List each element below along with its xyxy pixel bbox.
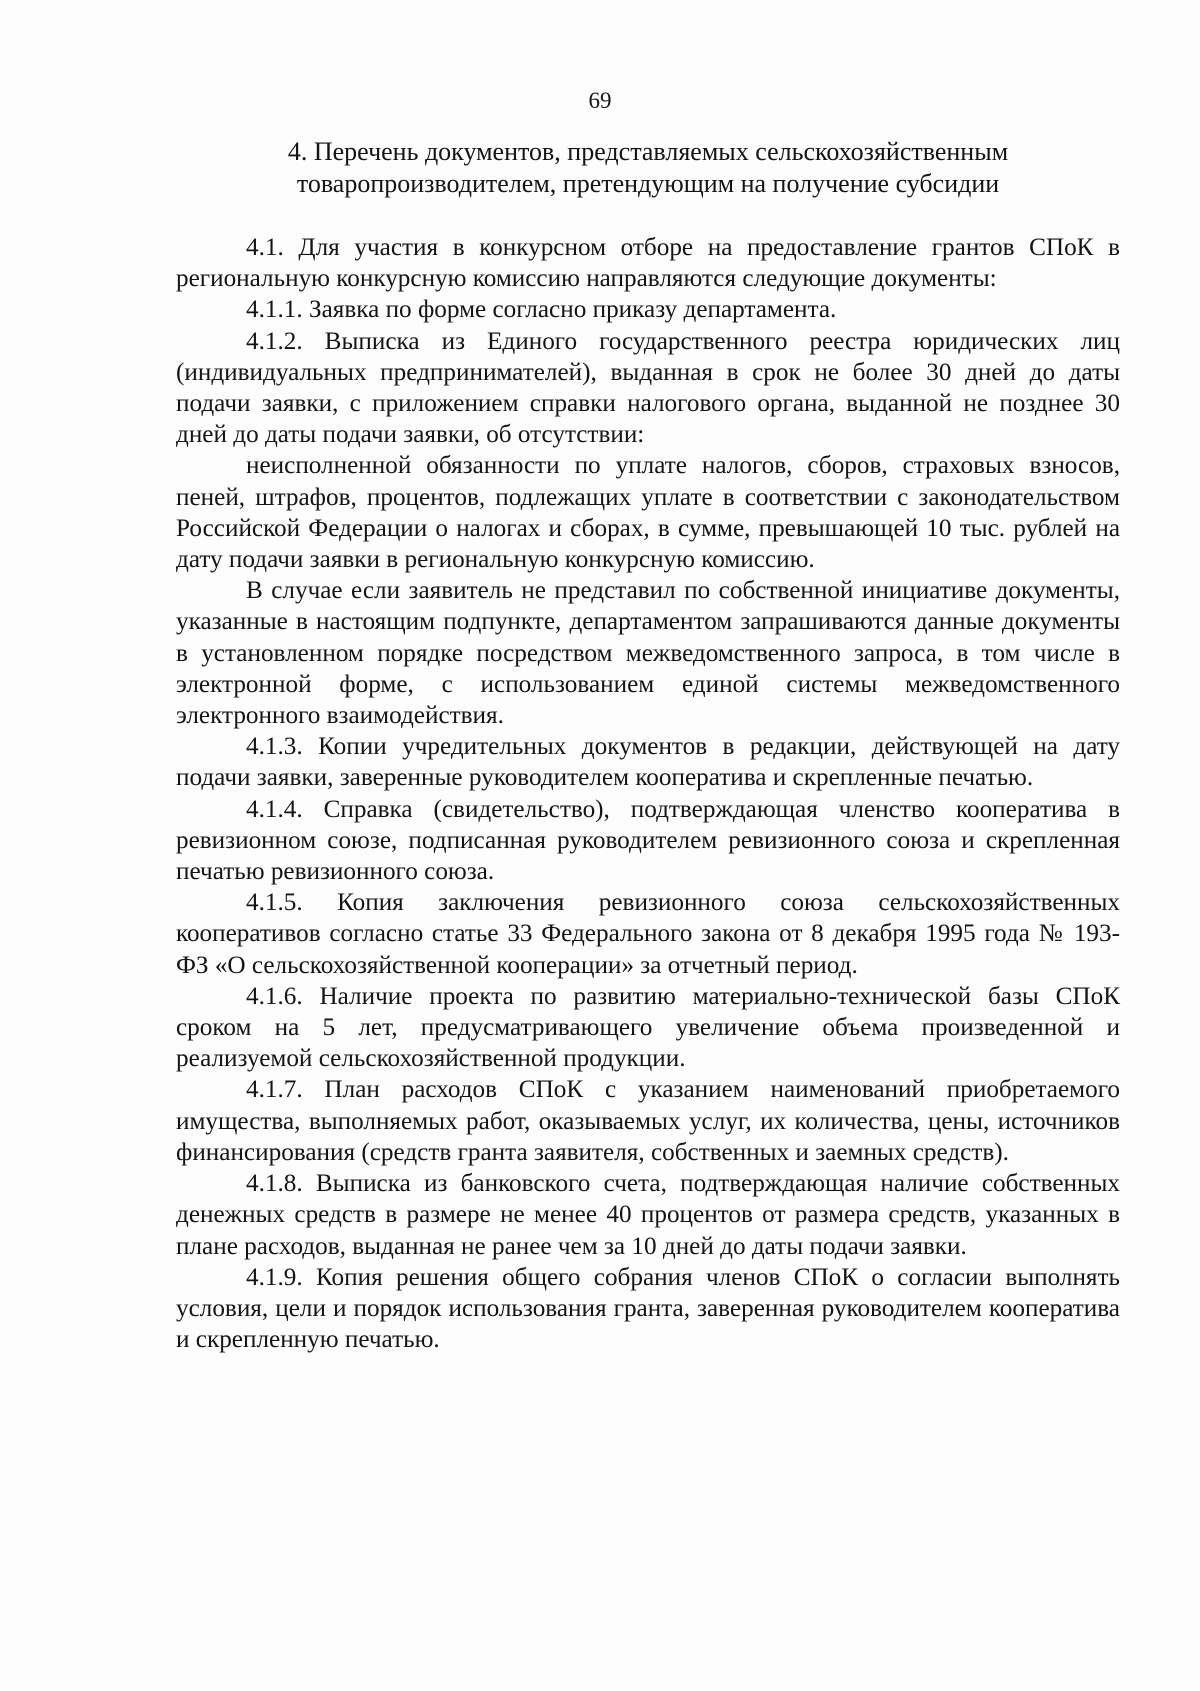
paragraph-4-1-6: 4.1.6. Наличие проекта по развитию материально-технической базы СПоК сроком на 5 лет, предусматривающего увеличение объема произведенной и реализуемой сельскохозяйственной продукции. xyxy=(176,982,1120,1073)
section-title-line-2: товаропроизводителем, претендующим на получение субсидии xyxy=(296,169,1000,198)
paragraph-4-1-4: 4.1.4. Справка (свидетельство), подтверждающая членство кооператива в ревизионном союзе, подписанная руководителем ревизионного союза и скрепленная печатью ревизионного союза. xyxy=(176,795,1120,886)
paragraph-4-1-5: 4.1.5. Копия заключения ревизионного союза сельскохозяйственных кооперативов согласно статье 33 Федерального закона от 8 декабря 1995 года № 193-ФЗ «О сельскохозяйственной кооперации» за отчетный период. xyxy=(176,889,1120,979)
paragraph-4-1: 4.1. Для участия в конкурсном отборе на предоставление грантов СПоК в региональную конкурсную комиссию направляются следующие документы: xyxy=(176,234,1120,293)
paragraph-4-1-7: 4.1.7. План расходов СПоК с указанием наименований приобретаемого имущества, выполняемых работ, оказываемых услуг, их количества, цены, источников финансирования (средств гранта заявителя, собственных и заемных средств). xyxy=(176,1076,1120,1166)
paragraph-4-1-1: 4.1.1. Заявка по форме согласно приказу департамента. xyxy=(246,296,837,324)
section-title-line-1: 4. Перечень документов, представляемых сельскохозяйственным xyxy=(287,137,1009,166)
paragraph-4-1-8: 4.1.8. Выписка из банковского счета, подтверждающая наличие собственных денежных средств в размере не менее 40 процентов от размера средств, указанных в плане расходов, выданная не ранее чем за 10 дней до даты подачи заявки. xyxy=(176,1170,1120,1260)
paragraph-4-1-2-request: В случае если заявитель не представил по собственной инициативе документы, указанные в настоящим подпункте, департаментом запрашиваются данные документы в установленном порядке посредством межведомственного запроса, в том числе в электронной форме, с использованием единой системы межведомственного электронного взаимодействия. xyxy=(176,577,1120,730)
paragraph-4-1-2: 4.1.2. Выписка из Единого государственного реестра юридических лиц (индивидуальных предпринимателей), выданная в срок не более 30 дней до даты подачи заявки, с приложением справки налогового органа, выданной не позднее 30 дней до даты подачи заявки, об отсутствии: xyxy=(176,327,1120,449)
paragraph-4-1-9: 4.1.9. Копия решения общего собрания членов СПоК о согласии выполнять условия, цели и порядок использования гранта, заверенная руководителем кооператива и скрепленную печатью. xyxy=(176,1263,1120,1354)
document-body xyxy=(176,232,1120,1355)
section-title xyxy=(180,136,1116,200)
paragraph-4-1-2-debt: неисполненной обязанности по уплате налогов, сборов, страховых взносов, пеней, штрафов, процентов, подлежащих уплате в соответствии с законодательством Российской Федерации о налогах и сборах, в сумме, превышающей 10 тыс. рублей на дату подачи заявки в региональную конкурсную комиссию. xyxy=(176,452,1120,574)
page-number: 69 xyxy=(588,88,612,113)
paragraph-4-1-3: 4.1.3. Копии учредительных документов в редакции, действующей на дату подачи заявки, заверенные руководителем кооператива и скрепленные печатью. xyxy=(176,733,1120,792)
